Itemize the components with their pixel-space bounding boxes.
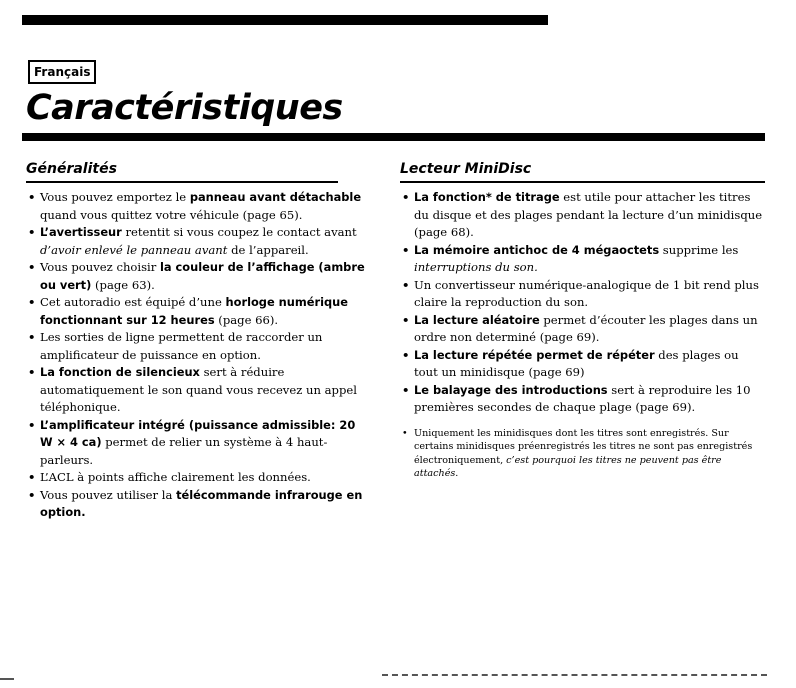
general-feature-list <box>26 189 371 522</box>
bottom-dashed-line <box>382 674 767 676</box>
list-item <box>26 364 371 417</box>
minidisc-feature-list <box>400 189 765 417</box>
list-item <box>26 417 371 470</box>
bold-text: horloge numérique fonctionnant sur 12 heures <box>40 295 348 327</box>
bold-text: panneau avant détachable <box>189 190 362 204</box>
text-run: Vous pouvez emportez le <box>40 190 190 204</box>
text-run: Les sorties de ligne permettent de raccorder un amplificateur de puissance en option. <box>40 330 323 362</box>
italic-text: interruptions du son. <box>414 260 538 274</box>
list-item <box>26 329 371 364</box>
page-title: Caractéristiques <box>26 88 343 128</box>
italic-text: d’avoir enlevé le panneau avant <box>40 242 228 257</box>
bold-text: La fonction* de titrage <box>414 190 560 204</box>
text-run: sert à reproduire les 10 premières secondes de chaque plage (page 69). <box>414 382 751 414</box>
text-run: Vous pouvez utiliser la <box>40 487 177 502</box>
list-item <box>26 259 371 294</box>
list-item <box>400 382 765 417</box>
bottom-left-mark <box>0 678 14 680</box>
top-rule <box>22 15 548 25</box>
bold-text: L’avertisseur <box>40 225 122 239</box>
bold-text: La mémoire antichoc de 4 mégaoctets <box>414 242 660 257</box>
list-item <box>400 347 765 382</box>
list-item <box>26 294 371 329</box>
list-item <box>26 469 371 487</box>
text-run: est utile pour attacher les titres du disque et des plages pendant la lecture d’un minidisque (page 68). <box>414 190 763 239</box>
minidisc-column <box>400 160 765 481</box>
italic-text: c’est pourquoi les titres ne peuvent pas être attachés. <box>414 454 722 480</box>
bold-text: Le balayage des introductions <box>414 382 608 397</box>
list-item <box>400 312 765 347</box>
bold-text: La fonction de silencieux <box>40 365 200 379</box>
list-item <box>400 242 765 277</box>
language-tag: Français <box>28 60 96 84</box>
bold-text: La lecture répétée permet de répéter <box>414 347 655 362</box>
text-run: (page 66). <box>214 312 279 327</box>
title-rule <box>22 133 765 141</box>
text-run: (page 63). <box>91 277 155 292</box>
text-run: Un convertisseur numérique-analogique de 1 bit rend plus claire la reproduction du son. <box>414 277 759 309</box>
bold-text: L’amplificateur intégré (puissance admissible: 20 W × 4 ca) <box>40 417 356 449</box>
text-run: permet d’écouter les plages dans un ordre non determiné (page 69). <box>414 312 758 344</box>
general-column <box>26 160 371 522</box>
text-run: de l’appareil. <box>227 242 309 257</box>
text-run: permet de relier un système à 4 haut-parleurs. <box>40 435 328 467</box>
list-item <box>26 487 371 522</box>
text-run: L’ACL à points affiche clairement les données. <box>40 470 311 484</box>
text-run: retentit si vous coupez le contact avant <box>121 225 357 239</box>
text-run: supprime les <box>659 242 739 257</box>
text-run: sert à réduire automatiquement le son quand vous recevez un appel téléphonique. <box>40 365 357 414</box>
list-item <box>400 277 765 312</box>
footnote <box>400 427 765 481</box>
bold-text: télécommande infrarouge en option. <box>40 487 363 519</box>
list-item <box>26 224 371 259</box>
bold-text: La lecture aléatoire <box>414 312 540 327</box>
text-run: quand vous quittez votre véhicule (page 65). <box>40 207 303 222</box>
general-heading: Généralités <box>26 160 338 183</box>
text-run: Cet autoradio est équipé d’une <box>40 295 226 309</box>
bold-text: la couleur de l’affichage (ambre ou vert) <box>40 260 365 292</box>
list-item <box>400 189 765 242</box>
text-run: Vous pouvez choisir <box>40 260 160 274</box>
list-item <box>26 189 371 224</box>
text-run: Uniquement les minidisques dont les titres sont enregistrés. Sur certains minidisques préenregistrés les titres ne sont pas enregistrés électroniquement, <box>414 427 753 466</box>
text-run: des plages ou tout un minidisque (page 69) <box>414 347 739 379</box>
minidisc-heading: Lecteur MiniDisc <box>400 160 765 183</box>
